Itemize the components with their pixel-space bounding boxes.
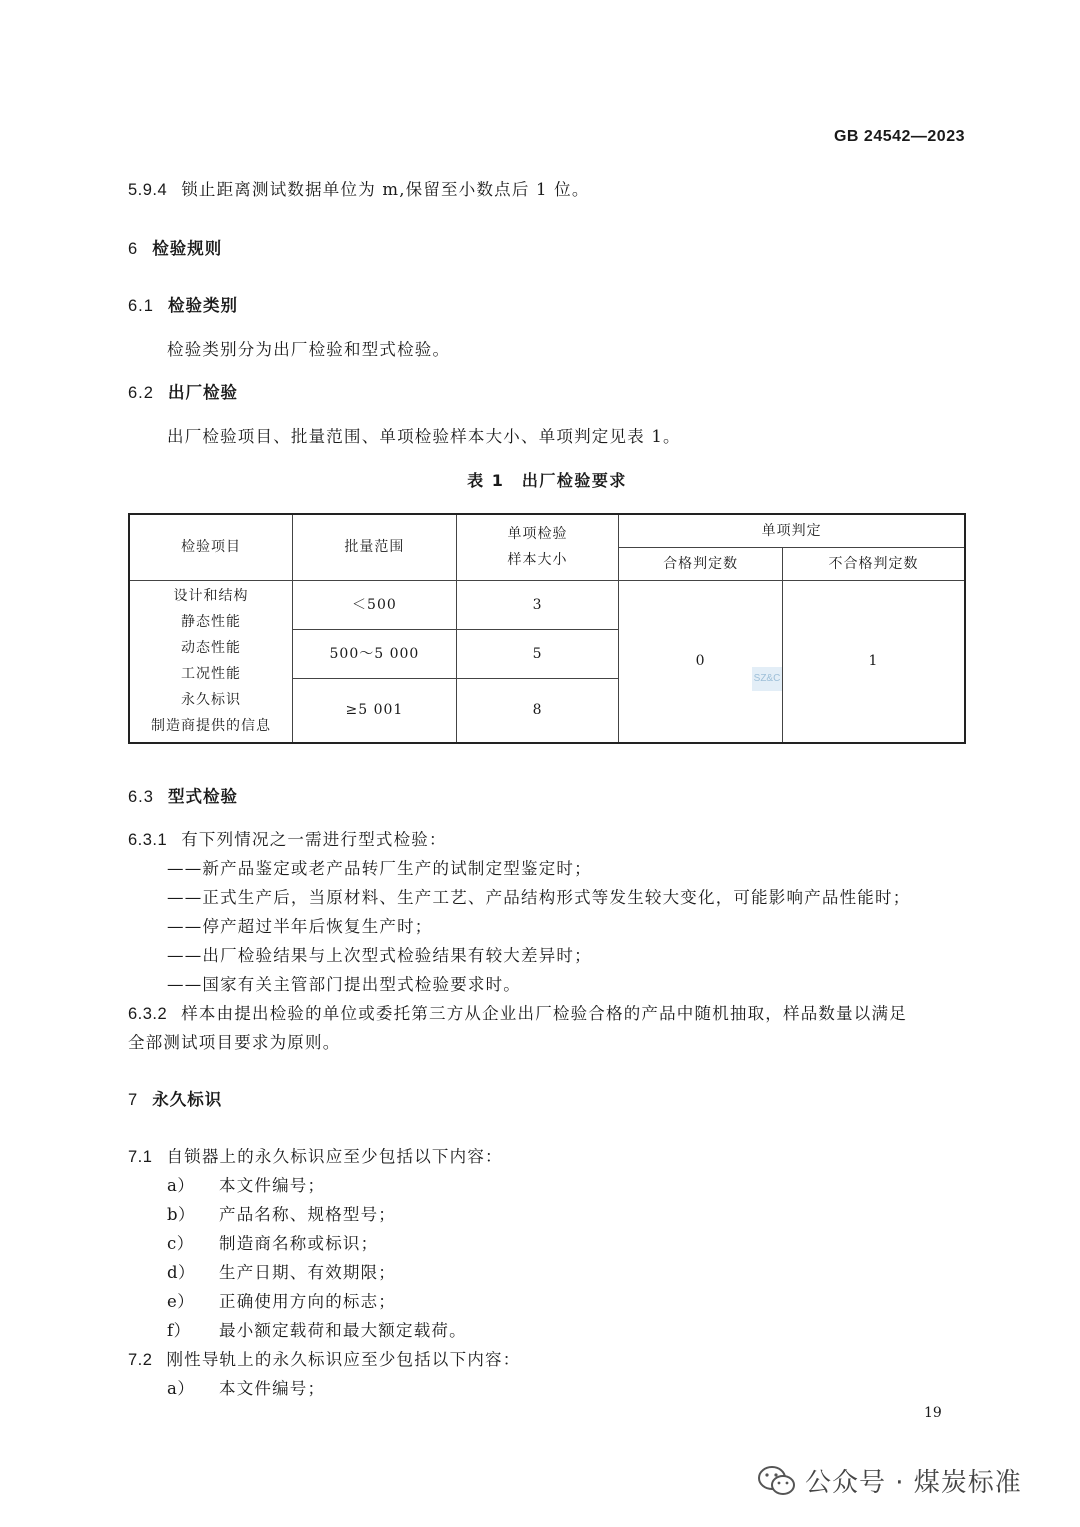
dash-list-item: ——停产超过半年后恢复生产时； — [167, 917, 433, 936]
section-7-heading — [128, 1086, 222, 1110]
section-6-heading — [128, 235, 222, 259]
inspection-item: 设计和结构 — [173, 588, 249, 605]
header-pass-number: 合格判定数 — [619, 547, 783, 580]
inspection-item: 制造商提供的信息 — [151, 718, 272, 735]
inspection-item: 静态性能 — [181, 614, 242, 631]
clause-6-3-2-continued: 全部测试项目要求为原则。 — [128, 1033, 341, 1052]
list-label: d） — [167, 1263, 196, 1282]
list-item — [167, 1288, 396, 1312]
batch-range-cell: ≥5 001 — [293, 678, 457, 743]
list-label: a） — [167, 1176, 195, 1195]
clause-text: 刚性导轨上的永久标识应至少包括以下内容： — [166, 1350, 521, 1369]
footer-text: 公众号 · 煤炭标准 — [805, 1468, 1022, 1498]
clause-number: 7.2 — [128, 1351, 153, 1369]
paragraph-6-1: 检验类别分为出厂检验和型式检验。 — [167, 340, 451, 359]
list-text: 正确使用方向的标志； — [219, 1292, 396, 1311]
section-title: 检验规则 — [152, 239, 223, 258]
pass-number-cell: 0 — [619, 580, 783, 743]
list-label: e） — [167, 1292, 195, 1311]
clause-number: 6.3.1 — [128, 831, 168, 849]
list-item — [167, 1230, 378, 1254]
list-label: c） — [167, 1234, 194, 1253]
dash-list-item: ——正式生产后，当原材料、生产工艺、产品结构形式等发生较大变化，可能影响产品性能时； — [167, 888, 911, 907]
clause-text: 自锁器上的永久标识应至少包括以下内容： — [166, 1147, 503, 1166]
section-6-3-heading — [128, 783, 238, 807]
list-item — [167, 1172, 325, 1196]
section-number: 7 — [128, 1091, 139, 1109]
inspection-item: 动态性能 — [181, 640, 242, 657]
list-text: 制造商名称或标识； — [219, 1234, 379, 1253]
section-title: 永久标识 — [152, 1090, 223, 1109]
clause-7-1 — [128, 1143, 503, 1167]
inspection-item: 工况性能 — [181, 666, 242, 683]
clause-text: 锁止距离测试数据单位为 m,保留至小数点后 1 位。 — [181, 180, 590, 199]
inspection-item: 永久标识 — [181, 692, 242, 709]
section-title: 型式检验 — [167, 787, 238, 806]
batch-range-cell: ＜500 — [293, 580, 457, 629]
list-text: 产品名称、规格型号； — [219, 1205, 396, 1224]
section-number: 6.3 — [128, 788, 154, 806]
clause-6-3-2 — [128, 1000, 907, 1024]
clause-6-3-1 — [128, 826, 447, 850]
sample-size-cell: 8 — [456, 678, 619, 743]
batch-range-cell: 500～5 000 — [293, 629, 457, 678]
list-item — [167, 1201, 396, 1225]
sample-size-cell: 3 — [456, 580, 619, 629]
section-number: 6.1 — [128, 297, 154, 315]
section-title: 出厂检验 — [167, 383, 238, 402]
clause-text: 有下列情况之一需进行型式检验： — [181, 830, 447, 849]
header-inspection-item: 检验项目 — [129, 514, 293, 580]
header-sample-size — [456, 514, 619, 580]
section-title: 检验类别 — [167, 296, 238, 315]
page-number: 19 — [924, 1405, 942, 1421]
sample-size-cell: 5 — [456, 629, 619, 678]
list-label: b） — [167, 1205, 196, 1224]
list-text: 本文件编号； — [219, 1176, 326, 1195]
clause-number: 7.1 — [128, 1148, 153, 1166]
clause-7-2 — [128, 1346, 520, 1370]
list-label: a） — [167, 1379, 195, 1398]
header-batch-range: 批量范围 — [293, 514, 457, 580]
standard-number: GB 24542—2023 — [833, 128, 965, 145]
list-text: 最小额定载荷和最大额定载荷。 — [219, 1321, 467, 1340]
list-item — [167, 1259, 396, 1283]
dash-list-item: ——出厂检验结果与上次型式检验结果有较大差异时； — [167, 946, 592, 965]
inspection-requirements-table — [128, 513, 966, 744]
inspection-items-cell — [129, 580, 293, 743]
list-item — [167, 1375, 325, 1399]
paragraph-6-2: 出厂检验项目、批量范围、单项检验样本大小、单项判定见表 1。 — [167, 427, 681, 446]
header-sample-size-line1: 单项检验 — [507, 526, 568, 543]
list-text: 本文件编号； — [219, 1379, 326, 1398]
section-number: 6 — [128, 240, 139, 258]
footer-account-label — [757, 1462, 1022, 1499]
list-text: 生产日期、有效期限； — [219, 1263, 396, 1282]
section-6-1-heading — [128, 292, 238, 316]
clause-number: 5.9.4 — [128, 181, 168, 199]
header-fail-number: 不合格判定数 — [782, 547, 965, 580]
clause-5-9-4 — [128, 176, 590, 200]
list-item — [167, 1317, 467, 1341]
clause-text: 样本由提出检验的单位或委托第三方从企业出厂检验合格的产品中随机抽取，样品数量以满足 — [181, 1004, 907, 1023]
table-caption: 表 1 出厂检验要求 — [467, 471, 627, 490]
wechat-icon — [757, 1465, 797, 1497]
section-6-2-heading — [128, 379, 238, 403]
section-number: 6.2 — [128, 384, 154, 402]
dash-list-item: ——国家有关主管部门提出型式检验要求时。 — [167, 975, 521, 994]
header-single-judgement: 单项判定 — [619, 514, 965, 547]
clause-number: 6.3.2 — [128, 1005, 168, 1023]
header-sample-size-line2: 样本大小 — [507, 552, 568, 569]
dash-list-item: ——新产品鉴定或老产品转厂生产的试制定型鉴定时； — [167, 859, 592, 878]
list-label: f） — [167, 1321, 191, 1340]
watermark-logo: SZ&C — [752, 667, 782, 691]
fail-number-cell: 1 — [782, 580, 965, 743]
